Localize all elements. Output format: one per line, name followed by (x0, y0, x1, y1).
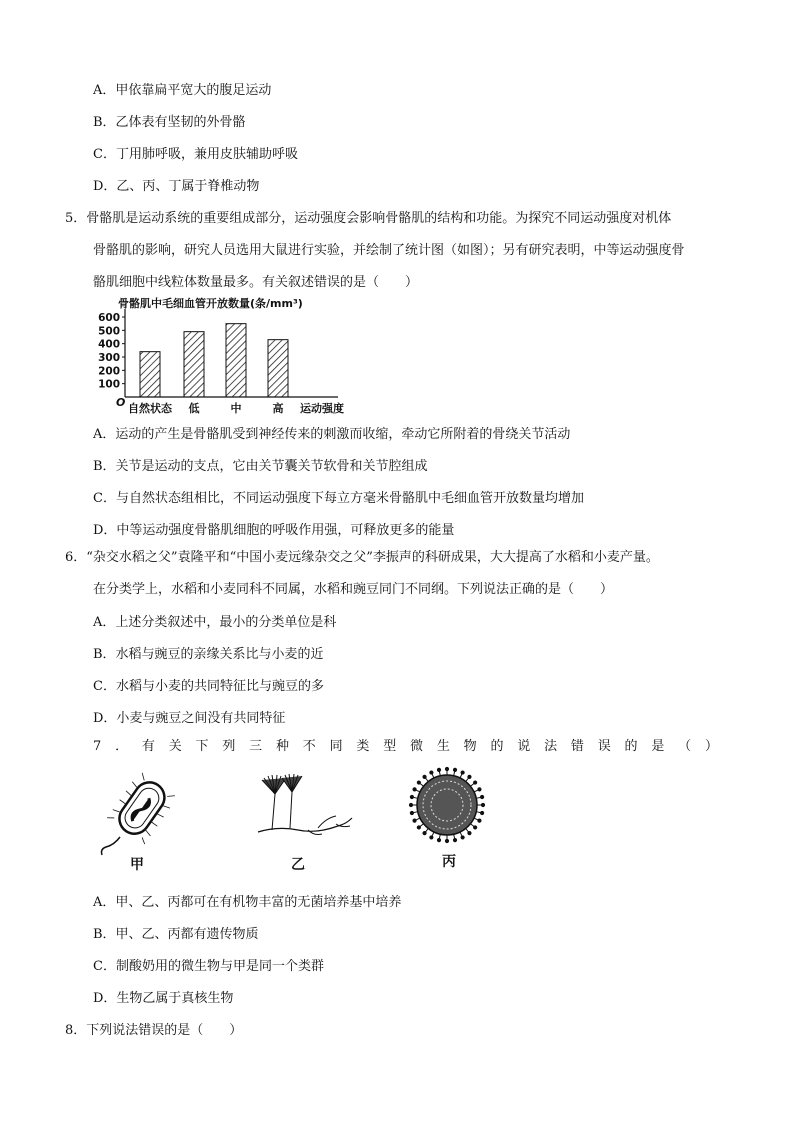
q7-stem-char: 是 (651, 739, 665, 754)
virus-spike-tip (430, 771, 433, 774)
q7-stem-char: 类 (356, 739, 370, 754)
virus-spike-tip (474, 826, 477, 829)
virus-spike-tip (461, 836, 464, 839)
q6-option-c: C．水稻与小麦的共同特征比与豌豆的多 (93, 679, 324, 694)
q7-stem-char: 型 (383, 739, 397, 754)
mold-icon (258, 774, 352, 835)
q7-stem-char: 下 (195, 739, 209, 754)
q7-option-b: B．甲、乙、丙都有遗传物质 (93, 927, 259, 942)
virus-spike-tip (417, 781, 420, 784)
q7-label-yi: 乙 (291, 857, 305, 873)
q6-option-b: B．水稻与豌豆的亲缘关系比与小麦的近 (93, 647, 324, 662)
virus-spike-tip (417, 826, 420, 829)
virus-icon (409, 767, 484, 842)
q5-stem-line-2: 骨骼肌的影响，研究人员选用大鼠进行实验，并绘制了统计图（如图）；另有研究表明，中等运动强度骨 (93, 243, 685, 258)
virus-spike-tip (453, 768, 456, 771)
virus-spike-tip (453, 838, 456, 841)
chart-origin-label: O (116, 396, 126, 409)
q5-option-a: A．运动的产生是骨骼肌受到神经传来的刺激而收缩，牵动它所附着的骨绕关节活动 (93, 427, 571, 442)
virus-spike-tip (468, 832, 471, 835)
chart-y-tick-label: 100 (98, 378, 120, 391)
q5-option-d: D．中等运动强度骨骼肌细胞的呼吸作用强，可释放更多的能量 (93, 523, 455, 538)
chart-y-tick-label: 500 (98, 325, 120, 338)
q7-stem-char: 物 (463, 739, 477, 754)
chart-y-tick-label: 300 (98, 352, 120, 364)
virus-spike-tip (423, 775, 426, 778)
q8-stem: 8．下列说法错误的是（ ） (65, 1023, 243, 1038)
q4-option-c: C．丁用肺呼吸，兼用皮肤辅助呼吸 (93, 147, 298, 162)
q5-stem-line-3: 骼肌细胞中线粒体数量最多。有关叙述错误的是（ ） (93, 275, 419, 290)
q7-stem-char: 的 (490, 739, 504, 754)
q7-stem-char: 微 (410, 739, 424, 754)
q7-option-c: C．制酸奶用的微生物与甲是同一个类群 (93, 959, 324, 974)
chart-x-tick-label: 中 (230, 402, 242, 415)
chart-y-axis-ticks (98, 312, 125, 391)
q5-option-c: C．与自然状态组相比，不同运动强度下每立方毫米骨骼肌中毛细血管开放数量均增加 (93, 491, 584, 506)
virus-spike-tip (409, 803, 412, 806)
q7-label-jia: 甲 (130, 857, 144, 873)
chart-title: 骨骼肌中毛细血管开放数量(条/mm³) (118, 297, 303, 310)
q7-stem (93, 739, 718, 755)
q4-option-a: A．甲依靠扁平宽大的腹足运动 (93, 83, 272, 98)
chart-y-tick-label: 200 (98, 365, 120, 378)
virus-spike-tip (430, 836, 433, 839)
virus-spike-tip (410, 811, 413, 814)
q7-figure-bacterium (98, 765, 188, 865)
q5-option-b: B．关节是运动的支点，它由关节囊关节软骨和关节腔组成 (93, 459, 428, 474)
chart-x-axis-label: 运动强度 (300, 402, 344, 415)
chart-x-tick-label: 高 (272, 402, 284, 415)
q6-option-d: D．小麦与豌豆之间没有共同特征 (93, 711, 286, 726)
virus-spike-tip (468, 775, 471, 778)
bacterium-icon (102, 771, 178, 855)
virus-spike-tip (437, 838, 440, 841)
q7-option-a: A．甲、乙、丙都可在有机物丰富的无菌培养基中培养 (93, 895, 402, 910)
virus-spike-tip (461, 771, 464, 774)
chart-y-tick-label: 400 (98, 338, 120, 351)
virus-spike-tip (413, 819, 416, 822)
q7-stem-char: 7 (93, 739, 102, 754)
q7-stem-char: 同 (329, 739, 343, 754)
q7-stem-char: 生 (436, 739, 450, 754)
virus-spike-tip (478, 788, 481, 791)
virus-spike-tip (413, 788, 416, 791)
q7-stem-char: （ (678, 739, 692, 754)
q7-figure-mold (248, 772, 358, 842)
chart-x-tick-label: 低 (188, 402, 200, 415)
chart-bar (226, 324, 246, 397)
q7-stem-char: 关 (168, 739, 182, 754)
virus-spike-tip (474, 781, 477, 784)
virus-spike-tip (478, 819, 481, 822)
q4-option-b: B．乙体表有坚韧的外骨骼 (93, 115, 246, 130)
virus-spike-tip (480, 795, 483, 798)
virus-spike-tip (445, 767, 448, 770)
virus-spike-tip (480, 811, 483, 814)
q7-stem-char: ） (704, 739, 718, 754)
q4-option-d: D．乙、丙、丁属于脊椎动物 (93, 179, 260, 194)
virus-spike-tip (423, 832, 426, 835)
virus-spike-tip (437, 768, 440, 771)
q7-label-bing: 丙 (442, 854, 456, 870)
chart-y-tick-label: 600 (98, 312, 120, 324)
q7-stem-char: 列 (222, 739, 236, 754)
q7-stem-char: 误 (597, 739, 611, 754)
q7-figure-virus (402, 765, 492, 845)
q7-stem-char: 不 (302, 739, 316, 754)
q7-stem-char: 错 (570, 739, 584, 754)
q7-stem-char: 的 (624, 739, 638, 754)
q7-stem-char: 种 (275, 739, 289, 754)
chart-x-tick-label: 自然状态 (128, 402, 172, 415)
q7-stem-char: ． (115, 739, 129, 754)
q7-option-d: D．生物乙属于真核生物 (93, 991, 234, 1006)
virus-spike-tip (445, 839, 448, 842)
q6-stem-line-2: 在分类学上，水稻和小麦同科不同属，水稻和豌豆同门不同纲。下列说法正确的是（ ） (93, 582, 614, 597)
q6-stem-line-1: 6．“杂交水稻之父”袁隆平和“中国小麦远缘杂交之父”李振声的科研成果，大大提高了水稻和小麦产量。 (65, 550, 659, 565)
q7-stem-char: 三 (249, 739, 263, 754)
chart-bar (140, 352, 160, 397)
q6-option-a: A．上述分类叙述中，最小的分类单位是科 (93, 615, 337, 630)
chart-x-axis-labels (128, 401, 284, 415)
q5-stem-line-1: 5．骨骼肌是运动系统的重要组成部分，运动强度会影响骨骼肌的结构和功能。为探究不同运动强度对机体 (65, 211, 672, 226)
q7-stem-char: 法 (544, 739, 558, 754)
chart-bar (268, 340, 288, 397)
q7-stem-char: 说 (517, 739, 531, 754)
chart-bar (184, 332, 204, 397)
virus-spike-tip (481, 803, 484, 806)
q5-bar-chart (88, 293, 368, 418)
virus-spike-tip (410, 795, 413, 798)
chart-bars (140, 324, 288, 397)
q7-stem-char: 有 (141, 739, 155, 754)
